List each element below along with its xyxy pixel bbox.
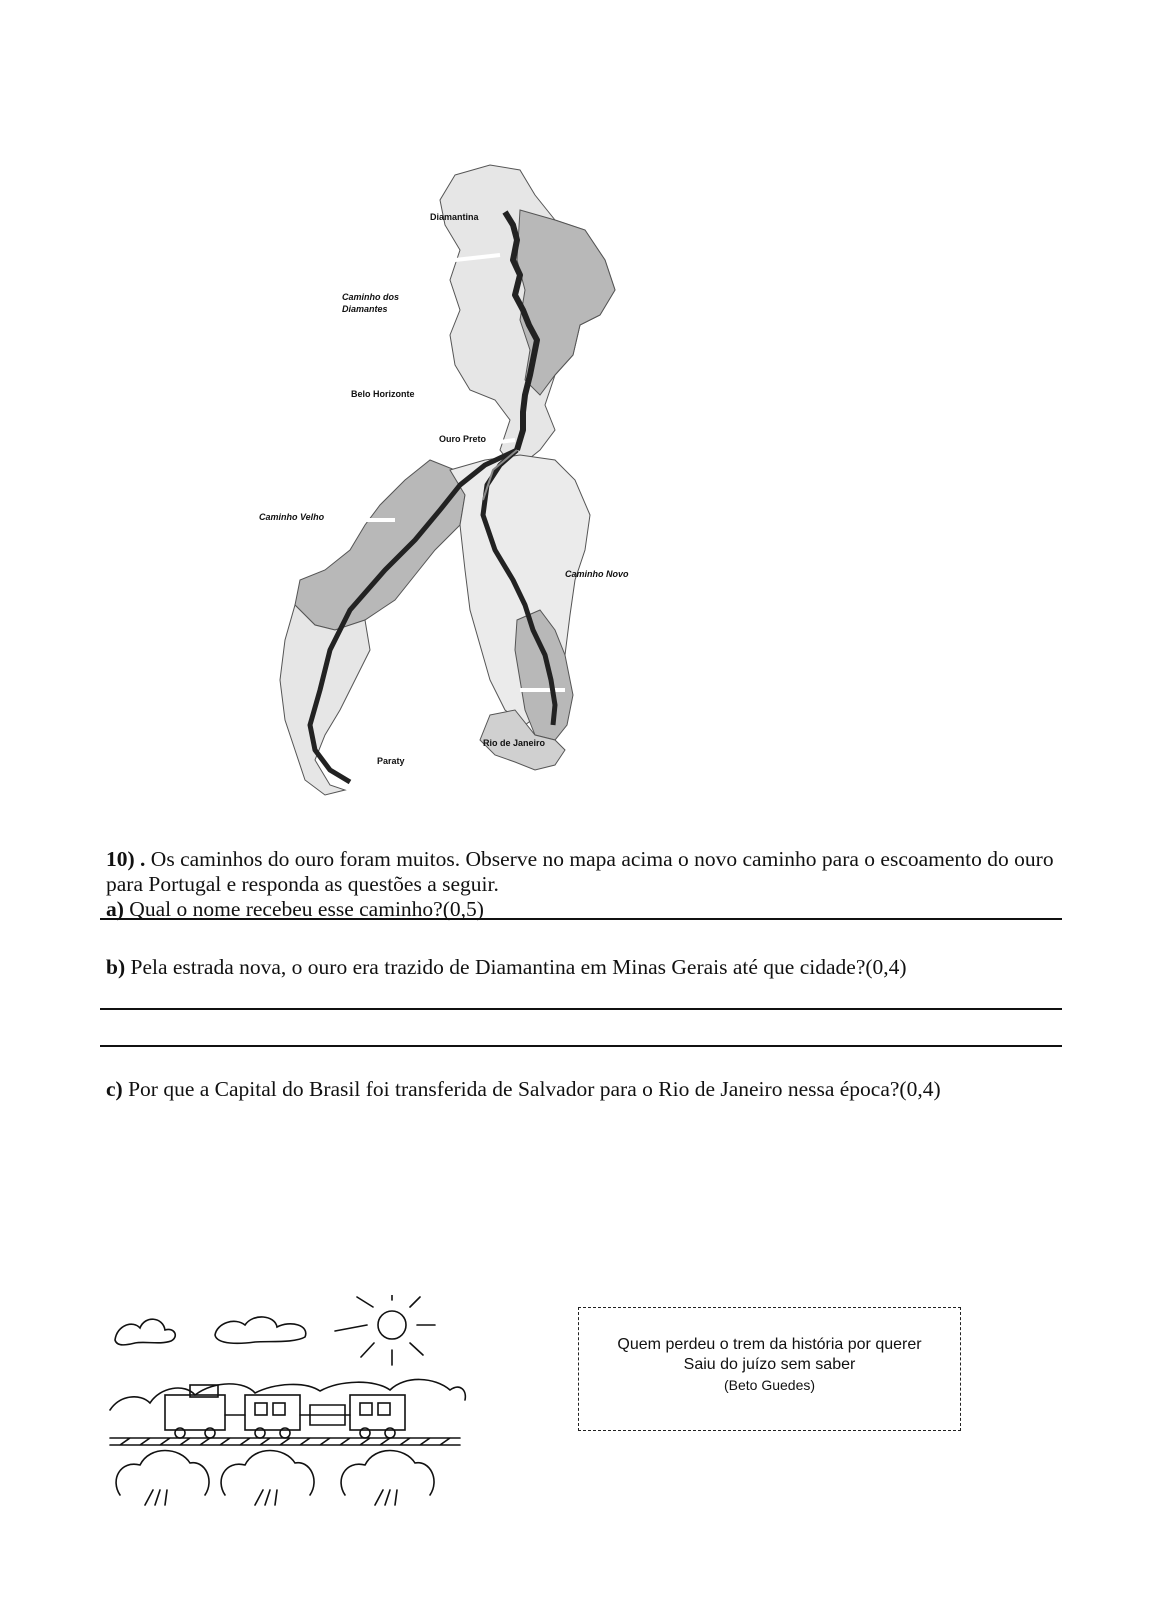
train-window [255, 1403, 267, 1415]
train-window [360, 1403, 372, 1415]
question-number: 10) . [106, 847, 146, 871]
sun-icon [378, 1311, 406, 1339]
map-figure [255, 150, 665, 810]
sun-rays [335, 1295, 435, 1365]
quote-line-2: Saiu do juízo sem saber [683, 1356, 856, 1373]
label-caminho-dos-diamantes: Diamantes [342, 304, 388, 314]
grass-drawing [145, 1490, 397, 1505]
item-c-text: Por que a Capital do Brasil foi transferida de Salvador para o Rio de Janeiro nessa época?(0,4) [128, 1077, 941, 1101]
bush-drawing [221, 1451, 314, 1496]
answer-line-a[interactable] [100, 918, 1062, 920]
item-c-label: c) [106, 1077, 123, 1101]
bush-drawing [116, 1451, 209, 1496]
train-illustration [105, 1295, 470, 1525]
label-diamantina: Diamantina [430, 212, 479, 222]
label-rio-de-janeiro: Rio de Janeiro [483, 738, 546, 748]
quote-author: (Beto Guedes) [723, 1377, 816, 1393]
item-a-label: a) [106, 897, 124, 921]
answer-line-b2[interactable] [100, 1045, 1062, 1047]
routes-map [255, 150, 665, 810]
train-drawing [105, 1295, 470, 1525]
quote-line-1: Quem perdeu o trem da história por querer [617, 1336, 922, 1353]
label-paraty: Paraty [377, 756, 405, 766]
item-b-label: b) [106, 955, 126, 979]
label-ouro-preto: Ouro Preto [439, 434, 487, 444]
train-rails [110, 1438, 460, 1445]
label-caminho-dos-diamantes: Caminho dos [342, 292, 400, 302]
bush-drawing [341, 1451, 434, 1496]
cloud-drawing [115, 1319, 175, 1345]
label-caminho-velho: Caminho Velho [259, 512, 325, 522]
label-belo-horizonte: Belo Horizonte [351, 389, 415, 399]
train-car [165, 1395, 225, 1430]
question-10 [106, 847, 1086, 897]
train-window [273, 1403, 285, 1415]
map-region-west-shaded [295, 460, 465, 630]
train-coupling [225, 1405, 350, 1425]
question-text: Os caminhos do ouro foram muitos. Observe no mapa acima o novo caminho para o escoamento do ouro para Portugal e responda as questões a seguir. [106, 847, 1054, 896]
cloud-drawing [215, 1317, 306, 1343]
item-b [106, 955, 1082, 980]
item-c [106, 1077, 1086, 1102]
item-b-text: Pela estrada nova, o ouro era trazido de Diamantina em Minas Gerais até que cidade?(0,4) [130, 955, 907, 979]
answer-line-b[interactable] [100, 1008, 1062, 1010]
quote-box [578, 1307, 961, 1431]
train-window [378, 1403, 390, 1415]
item-a-text: Qual o nome recebeu esse caminho?(0,5) [129, 897, 484, 921]
label-caminho-novo: Caminho Novo [565, 569, 629, 579]
